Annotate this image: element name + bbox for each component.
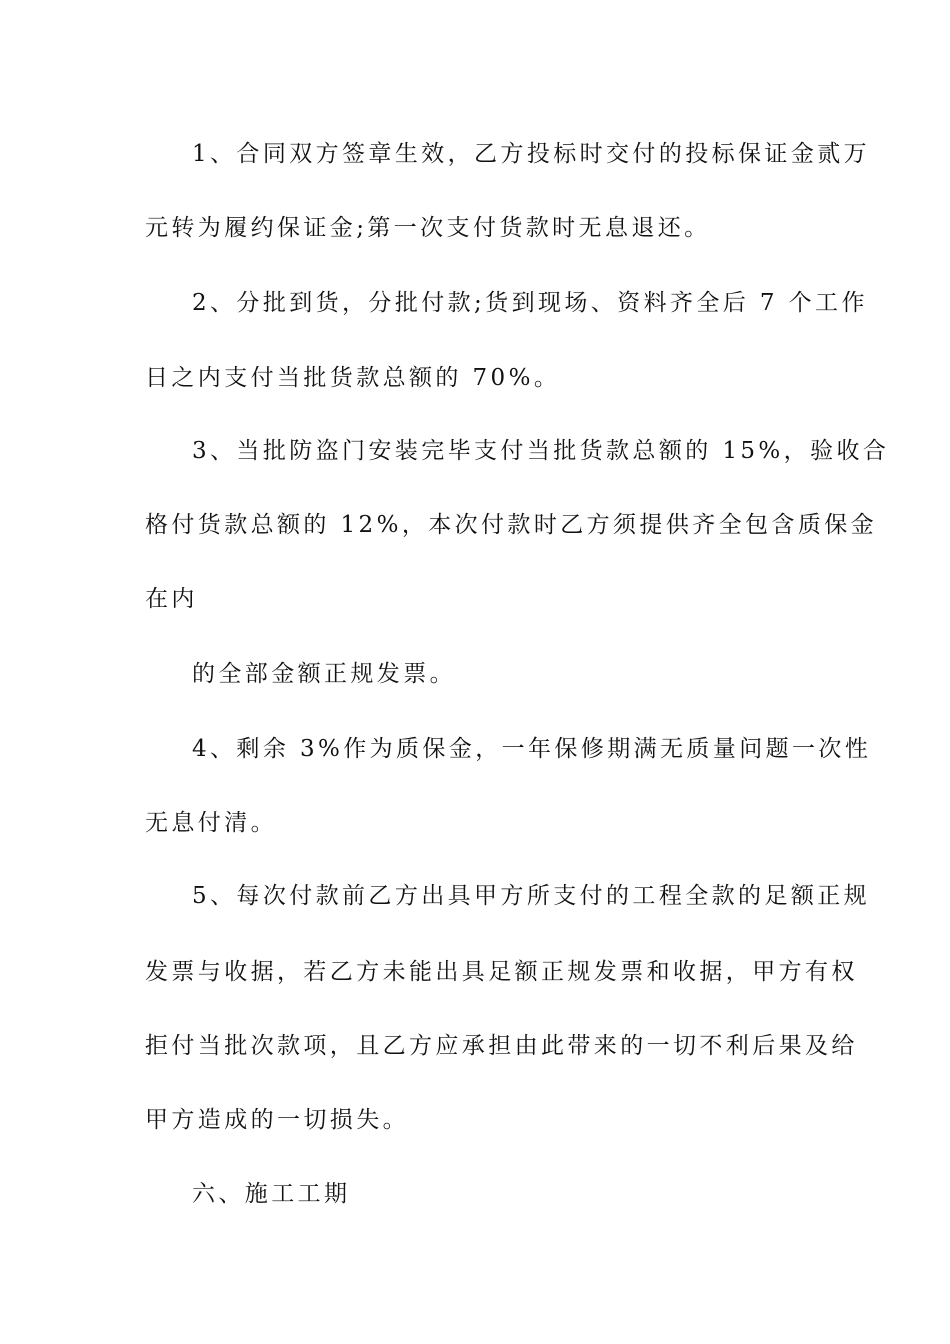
clause-5-line-3: 拒付当批次款项，且乙方应承担由此带来的一切不利后果及给 (145, 1033, 858, 1059)
clause-3-line-4: 的全部金额正规发票。 (192, 661, 456, 687)
clause-4-line-1: 4、剩余 3%作为质保金，一年保修期满无质量问题一次性 (192, 736, 872, 762)
section-heading-6: 六、施工工期 (192, 1181, 351, 1207)
clause-4-line-2: 无息付清。 (145, 810, 277, 836)
clause-2-line-1: 2、分批到货，分批付款;货到现场、资料齐全后 7 个工作 (192, 290, 868, 316)
clause-1-line-1: 1、合同双方签章生效，乙方投标时交付的投标保证金贰万 (192, 141, 871, 167)
clause-1-line-2: 元转为履约保证金;第一次支付货款时无息退还。 (145, 215, 711, 241)
clause-3-line-1: 3、当批防盗门安装完毕支付当批货款总额的 15%，验收合 (192, 438, 890, 464)
clause-5-line-1: 5、每次付款前乙方出具甲方所支付的工程全款的足额正规 (192, 883, 871, 909)
clause-5-line-4: 甲方造成的一切损失。 (145, 1107, 409, 1133)
clause-2-line-2: 日之内支付当批货款总额的 70%。 (145, 365, 561, 391)
clause-5-line-2: 发票与收据，若乙方未能出具足额正规发票和收据，甲方有权 (145, 959, 858, 985)
clause-3-line-2: 格付货款总额的 12%，本次付款时乙方须提供齐全包含质保金 (145, 512, 878, 538)
clause-3-line-3: 在内 (145, 586, 198, 612)
